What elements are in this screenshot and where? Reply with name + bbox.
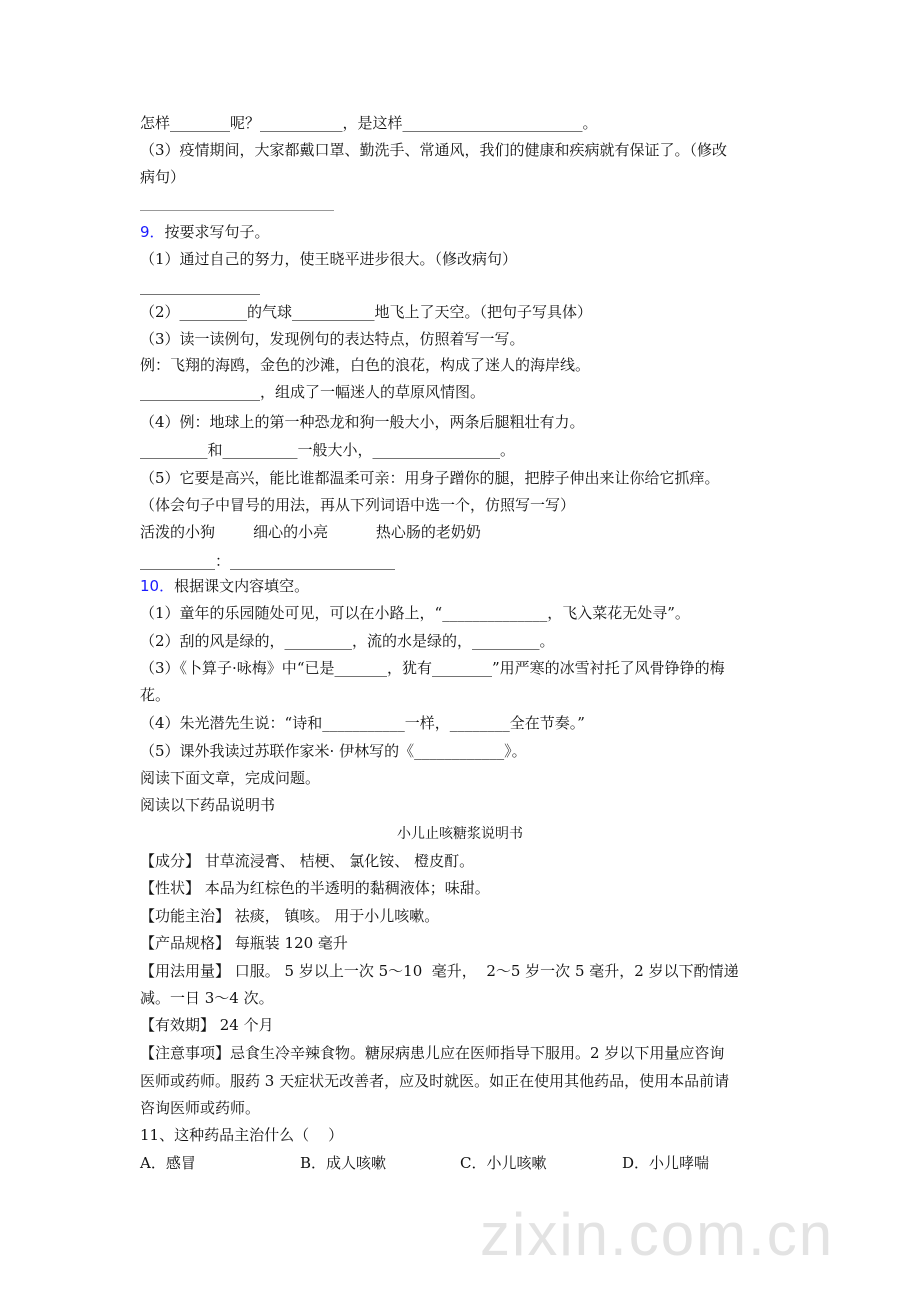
text-line: 怎样________呢？___________，是这样________________________。 (140, 114, 598, 132)
text-line: （5）课外我读过苏联作家米· 伊林写的《____________》。 (140, 742, 527, 760)
leaflet-title: 小儿止咳糖浆说明书 (397, 826, 523, 842)
option-d[interactable]: D．小儿哮喘 (622, 1154, 710, 1172)
text-line: （1）童年的乐园随处可见，可以在小路上，“______________，飞入菜花无处寻”。 (140, 604, 690, 622)
leaflet-row: 减。一日 3～4 次。 (140, 989, 274, 1007)
question-title: 按要求写句子。 (164, 223, 270, 241)
answer-blank: ________________ (140, 277, 260, 295)
leaflet-row: 【产品规格】 每瓶装 120 毫升 (140, 934, 348, 952)
text-line: （3）《卜算子·咏梅》中“已是_______，犹有________”用严寒的冰雪衬托了风骨铮铮的梅 (140, 659, 725, 677)
question-number: 10． (140, 577, 175, 595)
leaflet-row: 【注意事项】忌食生冷辛辣食物。糖尿病患儿应在医师指导下服用。2 岁以下用量应咨询 (140, 1044, 725, 1062)
text-line: （3）疫情期间，大家都戴口罩、勤洗手、常通风，我们的健康和疾病就有保证了。（修改 (140, 141, 728, 159)
text-line: 花。 (140, 686, 171, 704)
leaflet-row: 【性状】 本品为红棕色的半透明的黏稠液体；味甜。 (140, 879, 490, 897)
leaflet-row: 咨询医师或药师。 (140, 1099, 261, 1117)
text-line: 活泼的小狗 细心的小亮 热心肠的老奶奶 (140, 523, 481, 541)
option-c[interactable]: C．小儿咳嗽 (460, 1154, 547, 1172)
question-9-heading (140, 222, 270, 242)
option-b[interactable]: B．成人咳嗽 (300, 1154, 387, 1172)
question-10-heading (140, 576, 309, 596)
leaflet-row: 【成分】 甘草流浸膏、 桔梗、 氯化铵、 橙皮酊。 (140, 852, 475, 870)
leaflet-row: 【用法用量】 口服。 5 岁以上一次 5～10 毫升， 2～5 岁一次 5 毫升，2 岁以下酌情递 (140, 962, 739, 980)
question-number: 9． (140, 223, 165, 241)
text-line: _________和__________一般大小，_________________。 (140, 441, 516, 459)
leaflet-row: 医师或药师。服药 3 天症状无改善者，应及时就医。如正在使用其他药品，使用本品前请 (140, 1072, 730, 1090)
text-line: （2）刮的风是绿的，_________，流的水是绿的，_________。 (140, 632, 555, 650)
text-line: 阅读下面文章，完成问题。 (140, 769, 321, 787)
text-line: （4）朱光潜先生说：“诗和___________一样，________全在节奏。” (140, 714, 585, 732)
text-line: __________：______________________ (140, 552, 396, 570)
text-line: 例：飞翔的海鸥，金色的沙滩，白色的浪花，构成了迷人的海岸线。 (140, 356, 591, 374)
watermark: zixin.com.cn (480, 1201, 835, 1268)
question-title: 根据课文内容填空。 (174, 577, 310, 595)
text-line: 病句） (140, 168, 186, 186)
text-line: （5）它要是高兴，能比谁都温柔可亲：用身子蹭你的腿，把脖子伸出来让你给它抓痒。 (140, 469, 720, 487)
text-line: 阅读以下药品说明书 (140, 796, 276, 814)
leaflet-row: 【功能主治】 祛痰， 镇咳。 用于小儿咳嗽。 (140, 907, 440, 925)
text-line: （2）_________的气球___________地飞上了天空。（把句子写具体） (140, 303, 593, 321)
leaflet-row: 【有效期】 24 个月 (140, 1016, 274, 1034)
text-line: （1）通过自己的努力，使王晓平进步很大。（修改病句） (140, 250, 518, 268)
text-line: （体会句子中冒号的用法，再从下列词语中选一个，仿照写一写） (140, 496, 576, 514)
text-line: （3）读一读例句，发现例句的表达特点，仿照着写一写。 (140, 330, 525, 348)
text-line: （4）例：地球上的第一种恐龙和狗一般大小，两条后腿粗壮有力。 (140, 413, 585, 431)
answer-line (140, 210, 334, 211)
question-11-stem: 11、这种药品主治什么（ ） (140, 1126, 344, 1144)
text-line: ________________，组成了一幅迷人的草原风情图。 (140, 383, 486, 401)
option-a[interactable]: A．感冒 (140, 1154, 196, 1172)
